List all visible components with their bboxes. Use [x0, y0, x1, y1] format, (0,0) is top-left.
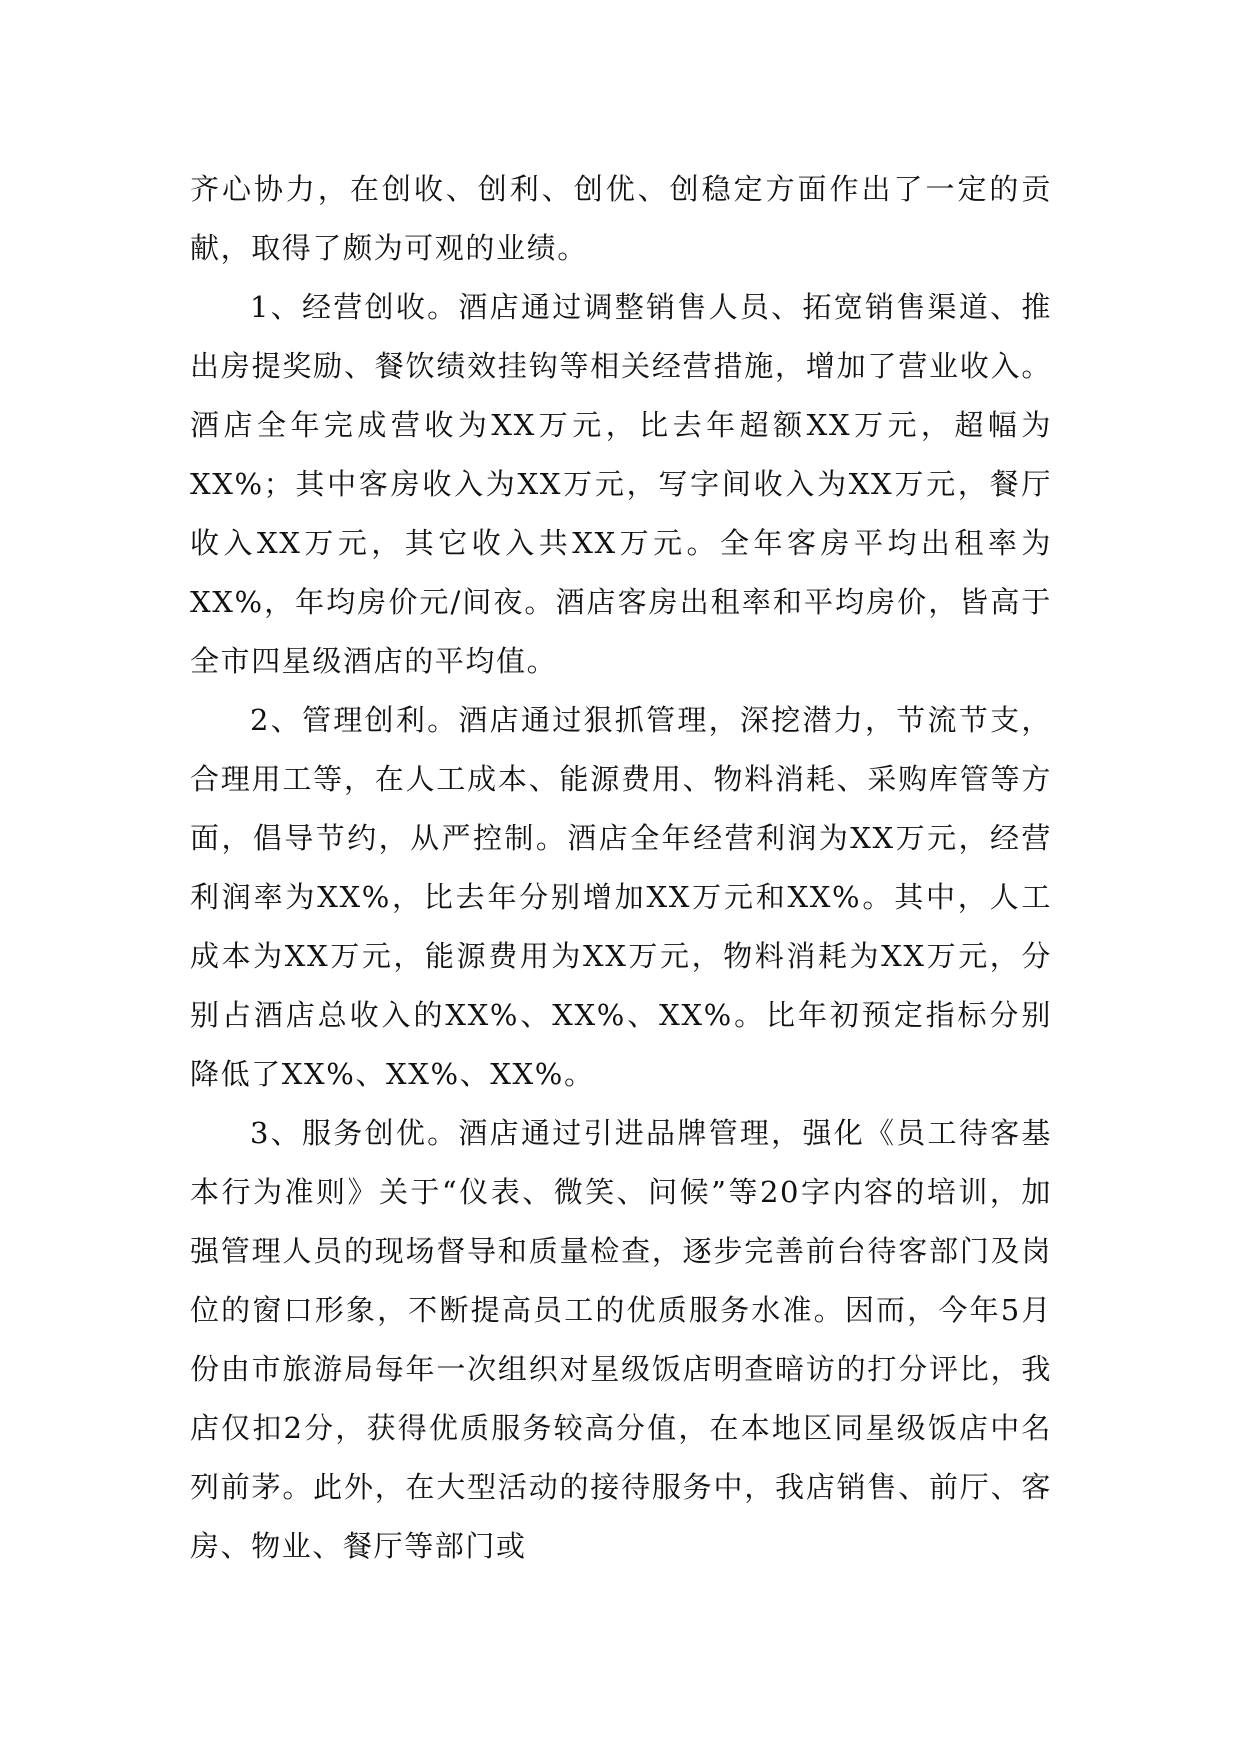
- paragraph-management-profit: 2、管理创利。酒店通过狠抓管理，深挖潜力，节流节支，合理用工等，在人工成本、能源费用、物料消耗、采购库管等方面，倡导节约，从严控制。酒店全年经营利润为XX万元，经营利润率为XX%，比去年分别增加XX万元和XX%。其中，人工成本为XX万元，能源费用为XX万元，物料消耗为XX万元，分别占酒店总收入的XX%、XX%、XX%。比年初预定指标分别降低了XX%、XX%、XX%。: [190, 703, 1052, 1091]
- paragraph-operating-revenue: 1、经营创收。酒店通过调整销售人员、拓宽销售渠道、推出房提奖励、餐饮绩效挂钩等相关经营措施，增加了营业收入。酒店全年完成营收为XX万元，比去年超额XX万元，超幅为XX%；其中客房收入为XX万元，写字间收入为XX万元，餐厅收入XX万元，其它收入共XX万元。全年客房平均出租率为XX%，年均房价元/间夜。酒店客房出租率和平均房价，皆高于全市四星级酒店的平均值。: [190, 290, 1052, 678]
- paragraph-service-excellence: 3、服务创优。酒店通过引进品牌管理，强化《员工待客基本行为准则》关于“仪表、微笑、问候”等20字内容的培训，加强管理人员的现场督导和质量检查，逐步完善前台待客部门及岗位的窗口形象，不断提高员工的优质服务水准。因而，今年5月份由市旅游局每年一次组织对星级饭店明查暗访的打分评比，我店仅扣2分，获得优质服务较高分值，在本地区同星级饭店中名列前茅。此外，在大型活动的接待服务中，我店销售、前厅、客房、物业、餐厅等部门或: [190, 1116, 1052, 1563]
- document-body: [190, 160, 1052, 1576]
- paragraph-intro-continuation: 齐心协力，在创收、创利、创优、创稳定方面作出了一定的贡献，取得了颇为可观的业绩。: [190, 172, 1052, 265]
